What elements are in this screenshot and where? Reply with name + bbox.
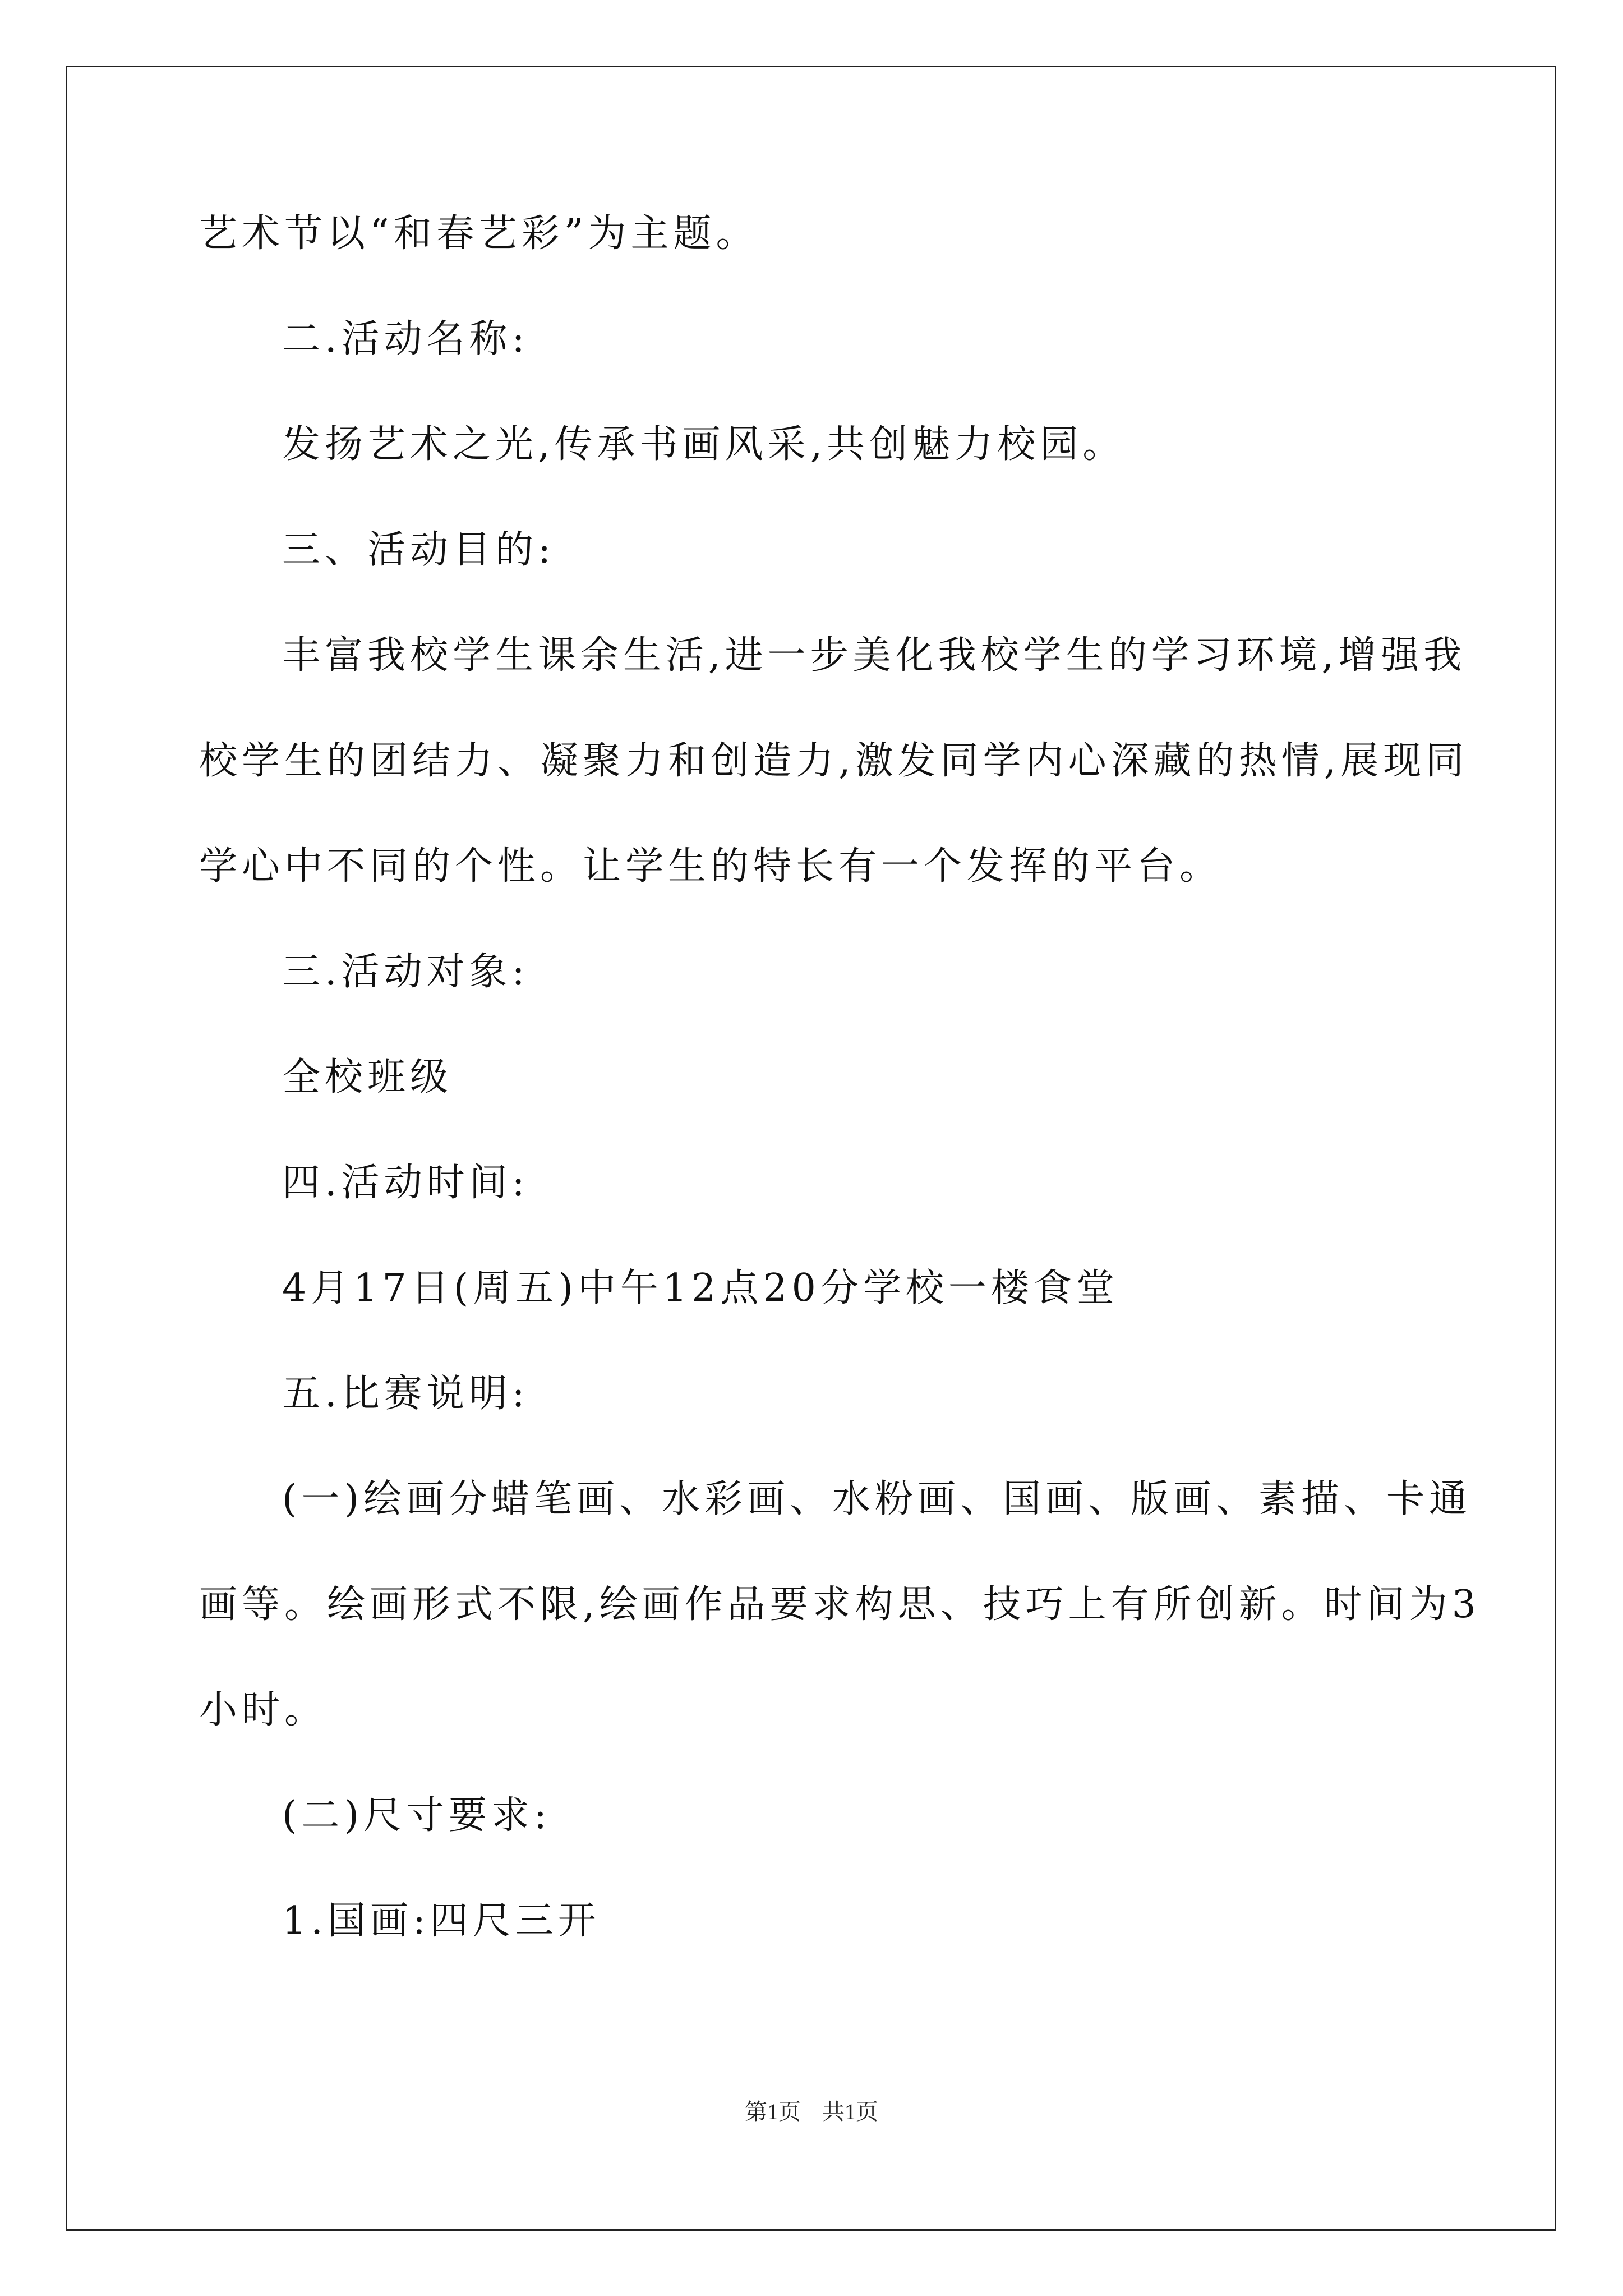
page-footer bbox=[0, 2098, 1623, 2126]
paragraph-line: (一)绘画分蜡笔画、水彩画、水粉画、国画、版画、素描、卡通 bbox=[282, 1477, 1472, 1521]
paragraph-line: 画等。绘画形式不限,绘画作品要求构思、技巧上有所创新。时间为3 bbox=[199, 1582, 1481, 1627]
paragraph-line: 艺术节以“和春艺彩”为主题。 bbox=[199, 211, 759, 256]
paragraph-line: 校学生的团结力、凝聚力和创造力,激发同学内心深藏的热情,展现同 bbox=[199, 739, 1469, 783]
section-heading: 三.活动对象: bbox=[282, 950, 529, 994]
paragraph-line: 4月17日(周五)中午12点20分学校一楼食堂 bbox=[282, 1266, 1119, 1310]
section-heading: 四.活动时间: bbox=[282, 1161, 529, 1205]
paragraph-line: 小时。 bbox=[199, 1688, 328, 1732]
page-number-total: 共1页 bbox=[822, 2099, 878, 2124]
section-heading: 三、活动目的: bbox=[282, 528, 555, 572]
section-heading: (二)尺寸要求: bbox=[282, 1793, 551, 1838]
paragraph-line: 学心中不同的个性。让学生的特长有一个发挥的平台。 bbox=[199, 844, 1223, 889]
paragraph-line: 全校班级 bbox=[282, 1055, 453, 1099]
paragraph-line: 1.国画:四尺三开 bbox=[282, 1899, 601, 1943]
paragraph-line: 丰富我校学生课余生活,进一步美化我校学生的学习环境,增强我 bbox=[282, 633, 1467, 678]
section-heading: 二.活动名称: bbox=[282, 317, 529, 361]
page-number-current: 第1页 bbox=[745, 2099, 801, 2124]
section-heading: 五.比赛说明: bbox=[282, 1372, 529, 1416]
paragraph-line: 发扬艺术之光,传承书画风采,共创魅力校园。 bbox=[282, 422, 1126, 467]
